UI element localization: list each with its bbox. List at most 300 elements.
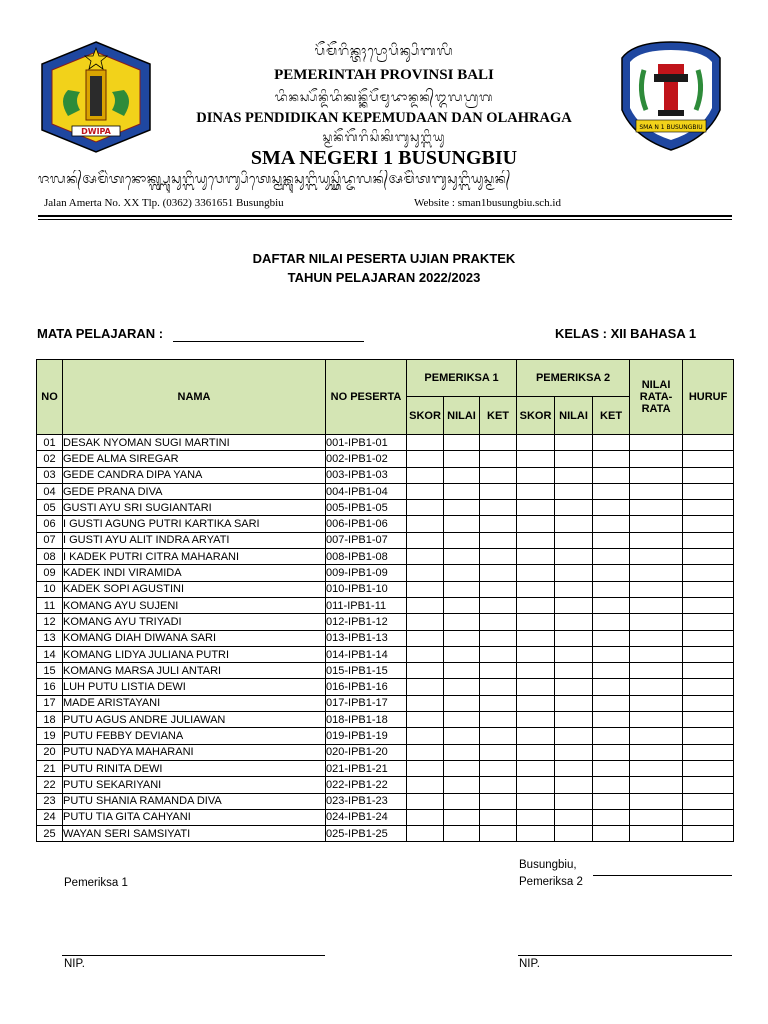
cell-skor-1[interactable] [407,451,444,467]
cell-huruf[interactable] [683,744,734,760]
cell-nilai-1[interactable] [444,663,480,679]
cell-ket-1[interactable] [480,549,517,565]
subject-blank-line [173,341,364,342]
cell-skor-1[interactable] [407,614,444,630]
cell-huruf[interactable] [683,581,734,597]
cell-ket-2[interactable] [593,809,630,825]
cell-nilai-rata-rata[interactable] [630,565,683,581]
cell-ket-2[interactable] [593,744,630,760]
cell-skor-1[interactable] [407,597,444,613]
cell-nilai-rata-rata[interactable] [630,451,683,467]
cell-nilai-1[interactable] [444,549,480,565]
cell-no: 25 [37,826,63,842]
cell-ket-1[interactable] [480,679,517,695]
col-header-no: NO [37,360,63,435]
cell-ket-1[interactable] [480,744,517,760]
cell-skor-2[interactable] [517,646,555,662]
table-row [37,809,734,825]
cell-ket-2[interactable] [593,630,630,646]
cell-skor-2[interactable] [517,581,555,597]
cell-ket-1[interactable] [480,777,517,793]
cell-nilai-1[interactable] [444,826,480,842]
cell-huruf[interactable] [683,793,734,809]
examiner-1-nip: NIP. [64,958,85,970]
cell-ket-1[interactable] [480,581,517,597]
nilai-rata-line-2: RATA- [639,391,673,403]
cell-nilai-1[interactable] [444,777,480,793]
table-row [37,581,734,597]
cell-ket-2[interactable] [593,793,630,809]
cell-no: 17 [37,695,63,711]
cell-nilai-2[interactable] [555,565,593,581]
cell-skor-1[interactable] [407,695,444,711]
cell-ket-2[interactable] [593,435,630,451]
cell-skor-1[interactable] [407,630,444,646]
col-header-skor-1: SKOR [407,397,444,435]
cell-nilai-rata-rata[interactable] [630,809,683,825]
cell-skor-2[interactable] [517,630,555,646]
examiner-2-signature-line [518,955,732,956]
cell-ket-1[interactable] [480,565,517,581]
cell-ket-1[interactable] [480,467,517,483]
cell-huruf[interactable] [683,679,734,695]
cell-huruf[interactable] [683,614,734,630]
cell-ket-1[interactable] [480,630,517,646]
cell-ket-2[interactable] [593,532,630,548]
cell-huruf[interactable] [683,777,734,793]
cell-ket-1[interactable] [480,793,517,809]
cell-no: 10 [37,581,63,597]
cell-skor-1[interactable] [407,712,444,728]
nilai-rata-line-3: RATA [641,403,671,415]
cell-no: 23 [37,793,63,809]
cell-ket-1[interactable] [480,646,517,662]
cell-skor-2[interactable] [517,597,555,613]
cell-ket-2[interactable] [593,581,630,597]
cell-huruf[interactable] [683,728,734,744]
cell-nama: KOMANG AYU TRIYADI [63,614,326,630]
cell-skor-2[interactable] [517,614,555,630]
cell-nilai-rata-rata[interactable] [630,826,683,842]
cell-nilai-2[interactable] [555,728,593,744]
col-header-nilai-rata-rata [630,360,683,435]
cell-ket-2[interactable] [593,483,630,499]
cell-skor-2[interactable] [517,728,555,744]
table-row [37,777,734,793]
cell-nilai-2[interactable] [555,826,593,842]
cell-nilai-1[interactable] [444,728,480,744]
cell-skor-1[interactable] [407,663,444,679]
cell-nilai-2[interactable] [555,679,593,695]
cell-nilai-2[interactable] [555,630,593,646]
cell-nilai-rata-rata[interactable] [630,712,683,728]
cell-nama: KOMANG LIDYA JULIANA PUTRI [63,646,326,662]
cell-ket-1[interactable] [480,712,517,728]
cell-skor-2[interactable] [517,483,555,499]
cell-skor-2[interactable] [517,777,555,793]
cell-nama: KADEK SOPI AGUSTINI [63,581,326,597]
cell-skor-1[interactable] [407,500,444,516]
cell-ket-1[interactable] [480,826,517,842]
cell-huruf[interactable] [683,451,734,467]
cell-nilai-rata-rata[interactable] [630,435,683,451]
cell-nilai-2[interactable] [555,483,593,499]
cell-ket-2[interactable] [593,500,630,516]
cell-skor-2[interactable] [517,826,555,842]
col-header-ket-2: KET [593,397,630,435]
cell-nilai-rata-rata[interactable] [630,500,683,516]
cell-huruf[interactable] [683,663,734,679]
cell-nilai-rata-rata[interactable] [630,630,683,646]
cell-nilai-rata-rata[interactable] [630,777,683,793]
cell-skor-1[interactable] [407,809,444,825]
cell-skor-2[interactable] [517,793,555,809]
cell-no-peserta: 001-IPB1-01 [326,435,407,451]
cell-nama: LUH PUTU LISTIA DEWI [63,679,326,695]
table-row [37,728,734,744]
cell-nilai-2[interactable] [555,532,593,548]
header-department: DINAS PENDIDIKAN KEPEMUDAAN DAN OLAHRAGA [196,110,572,126]
col-header-nilai-1: NILAI [444,397,480,435]
cell-skor-1[interactable] [407,532,444,548]
cell-ket-2[interactable] [593,826,630,842]
cell-skor-2[interactable] [517,760,555,776]
cell-no: 02 [37,451,63,467]
logo-right-label: SMA N 1 BUSUNGBIU [639,124,703,131]
cell-no-peserta: 005-IPB1-05 [326,500,407,516]
cell-no: 11 [37,597,63,613]
col-header-nama: NAMA [63,360,326,435]
cell-ket-1[interactable] [480,500,517,516]
cell-nama: I GUSTI AGUNG PUTRI KARTIKA SARI [63,516,326,532]
cell-no-peserta: 021-IPB1-21 [326,760,407,776]
table-row [37,549,734,565]
cell-nilai-1[interactable] [444,760,480,776]
cell-huruf[interactable] [683,500,734,516]
cell-no-peserta: 020-IPB1-20 [326,744,407,760]
cell-nama: GEDE ALMA SIREGAR [63,451,326,467]
header-balinese-script-2: ᬤᬶᬦᬲ᭄ᬧᭂᬦ᭄ᬤᬶᬤᬶᬓᬦ᭄ᬓᭂᬧᭂᬫᬸᬤᬵᬦ᭄ᬤᬦ᭄ᬑᬮᬳ᭄ᬭᬕ [274,90,494,104]
cell-ket-1[interactable] [480,663,517,679]
table-row [37,646,734,662]
cell-nilai-1[interactable] [444,614,480,630]
cell-nilai-rata-rata[interactable] [630,516,683,532]
cell-no: 21 [37,760,63,776]
cell-nilai-1[interactable] [444,500,480,516]
grades-table-body [37,435,734,842]
cell-nilai-2[interactable] [555,646,593,662]
cell-skor-1[interactable] [407,483,444,499]
cell-skor-2[interactable] [517,516,555,532]
cell-nilai-rata-rata[interactable] [630,614,683,630]
cell-ket-2[interactable] [593,663,630,679]
cell-nilai-2[interactable] [555,516,593,532]
cell-nilai-2[interactable] [555,760,593,776]
cell-no: 03 [37,467,63,483]
cell-nilai-2[interactable] [555,435,593,451]
subject-label: MATA PELAJARAN : [37,326,164,341]
cell-ket-2[interactable] [593,614,630,630]
cell-huruf[interactable] [683,435,734,451]
cell-no-peserta: 015-IPB1-15 [326,663,407,679]
cell-ket-2[interactable] [593,516,630,532]
signature-place: Busungbiu, [519,859,577,871]
cell-nilai-2[interactable] [555,467,593,483]
cell-nama: MADE ARISTAYANI [63,695,326,711]
cell-skor-2[interactable] [517,500,555,516]
cell-nilai-2[interactable] [555,614,593,630]
cell-ket-1[interactable] [480,483,517,499]
cell-ket-2[interactable] [593,549,630,565]
cell-nama: GUSTI AYU SRI SUGIANTARI [63,500,326,516]
cell-skor-1[interactable] [407,679,444,695]
cell-no: 18 [37,712,63,728]
cell-skor-1[interactable] [407,760,444,776]
col-header-nilai-2: NILAI [555,397,593,435]
cell-nilai-2[interactable] [555,581,593,597]
cell-nilai-2[interactable] [555,777,593,793]
cell-skor-2[interactable] [517,712,555,728]
cell-skor-2[interactable] [517,532,555,548]
table-row [37,760,734,776]
cell-nilai-1[interactable] [444,435,480,451]
cell-nama: PUTU SEKARIYANI [63,777,326,793]
cell-nilai-2[interactable] [555,597,593,613]
cell-nilai-1[interactable] [444,581,480,597]
cell-no: 09 [37,565,63,581]
cell-nama: WAYAN SERI SAMSIYATI [63,826,326,842]
cell-nilai-rata-rata[interactable] [630,695,683,711]
cell-skor-2[interactable] [517,549,555,565]
cell-nilai-2[interactable] [555,549,593,565]
header-province: PEMERINTAH PROVINSI BALI [274,67,494,83]
cell-skor-2[interactable] [517,451,555,467]
cell-nilai-1[interactable] [444,712,480,728]
cell-ket-2[interactable] [593,646,630,662]
cell-nama: GEDE PRANA DIVA [63,483,326,499]
cell-nilai-rata-rata[interactable] [630,467,683,483]
cell-skor-2[interactable] [517,663,555,679]
cell-nama: KADEK INDI VIRAMIDA [63,565,326,581]
cell-skor-2[interactable] [517,467,555,483]
cell-nilai-2[interactable] [555,712,593,728]
cell-nilai-rata-rata[interactable] [630,646,683,662]
cell-nama: PUTU RINITA DEWI [63,760,326,776]
cell-no: 13 [37,630,63,646]
cell-nilai-1[interactable] [444,809,480,825]
cell-skor-2[interactable] [517,744,555,760]
cell-skor-2[interactable] [517,679,555,695]
cell-huruf[interactable] [683,809,734,825]
cell-ket-2[interactable] [593,597,630,613]
cell-ket-2[interactable] [593,679,630,695]
grades-table [36,359,734,842]
cell-ket-1[interactable] [480,809,517,825]
cell-nilai-rata-rata[interactable] [630,483,683,499]
cell-ket-1[interactable] [480,597,517,613]
cell-ket-1[interactable] [480,614,517,630]
cell-nilai-rata-rata[interactable] [630,597,683,613]
cell-ket-2[interactable] [593,712,630,728]
cell-no-peserta: 012-IPB1-12 [326,614,407,630]
header-rule-thin [38,219,732,220]
cell-nilai-1[interactable] [444,597,480,613]
cell-ket-2[interactable] [593,777,630,793]
cell-skor-2[interactable] [517,695,555,711]
cell-skor-2[interactable] [517,435,555,451]
examiner-1-label: Pemeriksa 1 [64,877,128,889]
cell-nilai-1[interactable] [444,532,480,548]
cell-huruf[interactable] [683,630,734,646]
cell-ket-2[interactable] [593,760,630,776]
cell-nilai-2[interactable] [555,663,593,679]
cell-nilai-1[interactable] [444,793,480,809]
col-header-huruf: HURUF [683,360,734,435]
cell-nilai-1[interactable] [444,516,480,532]
cell-skor-1[interactable] [407,646,444,662]
cell-nilai-rata-rata[interactable] [630,679,683,695]
cell-huruf[interactable] [683,695,734,711]
cell-ket-2[interactable] [593,451,630,467]
cell-no: 20 [37,744,63,760]
cell-skor-1[interactable] [407,744,444,760]
cell-nilai-1[interactable] [444,483,480,499]
cell-no-peserta: 003-IPB1-03 [326,467,407,483]
cell-skor-1[interactable] [407,581,444,597]
cell-huruf[interactable] [683,516,734,532]
col-header-pemeriksa-1: PEMERIKSA 1 [407,360,517,397]
cell-huruf[interactable] [683,549,734,565]
cell-nilai-1[interactable] [444,630,480,646]
cell-nilai-rata-rata[interactable] [630,744,683,760]
cell-ket-1[interactable] [480,451,517,467]
table-row [37,630,734,646]
cell-huruf[interactable] [683,597,734,613]
col-header-no-peserta: NO PESERTA [326,360,407,435]
cell-nilai-1[interactable] [444,451,480,467]
cell-huruf[interactable] [683,483,734,499]
cell-huruf[interactable] [683,532,734,548]
table-row [37,614,734,630]
cell-nilai-1[interactable] [444,744,480,760]
cell-skor-1[interactable] [407,549,444,565]
cell-no-peserta: 007-IPB1-07 [326,532,407,548]
cell-skor-1[interactable] [407,516,444,532]
cell-no-peserta: 018-IPB1-18 [326,712,407,728]
cell-no-peserta: 019-IPB1-19 [326,728,407,744]
cell-huruf[interactable] [683,826,734,842]
cell-nama: I KADEK PUTRI CITRA MAHARANI [63,549,326,565]
cell-nilai-rata-rata[interactable] [630,581,683,597]
cell-nama: KOMANG MARSA JULI ANTARI [63,663,326,679]
cell-ket-2[interactable] [593,695,630,711]
examiner-2-label: Pemeriksa 2 [519,876,583,888]
cell-nama: KOMANG AYU SUJENI [63,597,326,613]
cell-no: 04 [37,483,63,499]
cell-skor-1[interactable] [407,565,444,581]
table-row [37,532,734,548]
cell-skor-1[interactable] [407,435,444,451]
cell-ket-1[interactable] [480,435,517,451]
cell-skor-2[interactable] [517,565,555,581]
cell-nilai-rata-rata[interactable] [630,760,683,776]
header-school-name: SMA NEGERI 1 BUSUNGBIU [250,147,518,169]
cell-ket-1[interactable] [480,728,517,744]
table-row [37,451,734,467]
cell-huruf[interactable] [683,646,734,662]
cell-nilai-rata-rata[interactable] [630,532,683,548]
cell-ket-2[interactable] [593,728,630,744]
col-header-pemeriksa-2: PEMERIKSA 2 [517,360,630,397]
cell-nilai-rata-rata[interactable] [630,728,683,744]
cell-nama: PUTU SHANIA RAMANDA DIVA [63,793,326,809]
cell-nilai-2[interactable] [555,793,593,809]
table-row [37,744,734,760]
cell-no-peserta: 011-IPB1-11 [326,597,407,613]
cell-skor-1[interactable] [407,728,444,744]
cell-nilai-1[interactable] [444,467,480,483]
cell-nama: PUTU AGUS ANDRE JULIAWAN [63,712,326,728]
header-balinese-script-4: ᬚᬮᬦ᭄ᬅᬫᭂᬃᬢᬦᭀᬓ᭄ᬮ᭄ᬧ᭄ᬩᬸᬲᬸᬗ᭄ᬩᬶᬬᬸᬯᬾᬩ᭄ᬲᬶᬢᬾᬲ᭄ᬫᬦ᭄ᬩᬸᬲᬸᬗ᭄ᬩᬶᬬᬸᬲ᭄ᬘ᭄ᬳᬶᬤ᭄ᬚᬮᬦ᭄ᬅᬫᭂᬃᬢᬩᬸᬲᬸᬗ᭄ᬩᬶᬬᬸᬲ᭄ᬫᬦ᭄ [38,172,511,187]
cell-huruf[interactable] [683,760,734,776]
cell-skor-1[interactable] [407,777,444,793]
cell-nilai-1[interactable] [444,565,480,581]
table-row [37,565,734,581]
cell-huruf[interactable] [683,467,734,483]
cell-ket-1[interactable] [480,516,517,532]
cell-nilai-rata-rata[interactable] [630,663,683,679]
cell-nilai-2[interactable] [555,809,593,825]
cell-skor-1[interactable] [407,826,444,842]
cell-nilai-1[interactable] [444,646,480,662]
cell-nilai-rata-rata[interactable] [630,549,683,565]
cell-nilai-2[interactable] [555,744,593,760]
cell-no: 07 [37,532,63,548]
cell-huruf[interactable] [683,565,734,581]
cell-no-peserta: 025-IPB1-25 [326,826,407,842]
cell-no-peserta: 022-IPB1-22 [326,777,407,793]
cell-ket-1[interactable] [480,760,517,776]
cell-nilai-1[interactable] [444,695,480,711]
table-row [37,695,734,711]
cell-skor-1[interactable] [407,467,444,483]
table-row [37,467,734,483]
cell-nilai-2[interactable] [555,695,593,711]
cell-nilai-1[interactable] [444,679,480,695]
cell-ket-2[interactable] [593,467,630,483]
cell-nilai-rata-rata[interactable] [630,793,683,809]
cell-nama: GEDE CANDRA DIPA YANA [63,467,326,483]
class-label: KELAS : XII BAHASA 1 [555,326,697,341]
col-header-skor-2: SKOR [517,397,555,435]
cell-huruf[interactable] [683,712,734,728]
cell-nilai-2[interactable] [555,500,593,516]
cell-no-peserta: 004-IPB1-04 [326,483,407,499]
cell-ket-1[interactable] [480,695,517,711]
cell-no-peserta: 009-IPB1-09 [326,565,407,581]
header-balinese-script-1: ᬧᭂᬫᭂᬭᬶᬦ᭄ᬢᬄᬧ᭄ᬭᭀᬧᬶᬦ᭄ᬲᬶᬩᬮᬶ [314,44,454,59]
cell-no: 15 [37,663,63,679]
cell-skor-1[interactable] [407,793,444,809]
cell-skor-2[interactable] [517,809,555,825]
document-title: DAFTAR NILAI PESERTA UJIAN PRAKTEK [252,251,516,266]
cell-no: 14 [37,646,63,662]
cell-nilai-2[interactable] [555,451,593,467]
cell-no-peserta: 014-IPB1-14 [326,646,407,662]
cell-ket-2[interactable] [593,565,630,581]
cell-no-peserta: 024-IPB1-24 [326,809,407,825]
cell-ket-1[interactable] [480,532,517,548]
